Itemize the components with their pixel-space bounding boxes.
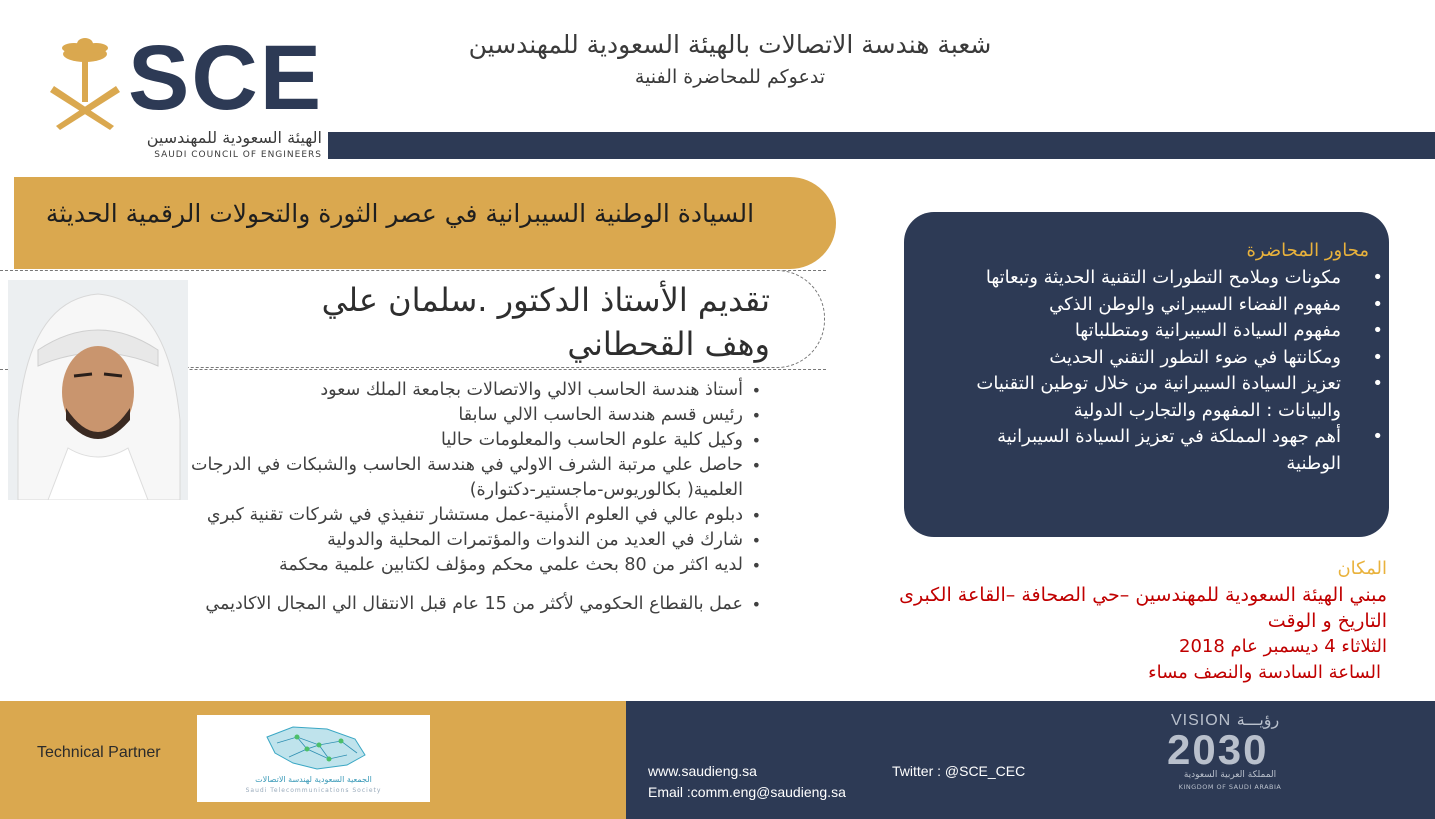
list-item: • دبلوم عالي في العلوم الأمنية-عمل مستشار تنفيذي في شركات تقنية كبري bbox=[191, 503, 761, 528]
footer-contact-section bbox=[626, 701, 1435, 819]
technical-partner-label: Technical Partner bbox=[37, 744, 161, 761]
list-item: • شارك في العديد من الندوات والمؤتمرات المحلية والدولية bbox=[191, 528, 761, 553]
venue-place: مبني الهيئة السعودية للمهندسين –حي الصحافة –القاعة الكبرى bbox=[899, 584, 1387, 606]
header-bar bbox=[328, 132, 1435, 159]
presenter-name-line1: تقديم الأستاذ الدكتور .سلمان علي bbox=[321, 281, 770, 319]
topics-heading: محاور المحاضرة bbox=[1246, 240, 1369, 261]
lecture-title: السيادة الوطنية السيبرانية في عصر الثورة والتحولات الرقمية الحديثة bbox=[45, 199, 755, 228]
vision-kingdom-arabic: المملكة العربية السعودية bbox=[1183, 770, 1277, 780]
vision-2030-logo bbox=[1165, 708, 1297, 798]
partner-name-english: Saudi Telecommunications Society bbox=[245, 787, 382, 794]
twitter-handle[interactable]: Twitter : @SCE_CEC bbox=[892, 763, 1026, 779]
logo-arabic-name: الهيئة السعودية للمهندسين bbox=[146, 128, 322, 147]
saudi-map-network-icon bbox=[197, 719, 430, 779]
list-item: • مفهوم الفضاء السيبراني والوطن الذكي bbox=[939, 292, 1359, 319]
partner-name-arabic: الجمعية السعودية لهندسة الاتصالات bbox=[255, 775, 372, 784]
palm-swords-emblem-icon bbox=[48, 36, 122, 132]
vision-word: VISION رؤيـــة bbox=[1171, 712, 1280, 729]
partner-logo bbox=[197, 715, 430, 802]
event-date: الثلاثاء 4 ديسمبر عام 2018 bbox=[1179, 636, 1387, 657]
logo-text: SCE bbox=[128, 27, 324, 129]
presenter-photo bbox=[8, 280, 188, 500]
list-item: • أهم جهود المملكة في تعزيز السيادة السيبرانية الوطنية bbox=[939, 424, 1359, 477]
list-item: • مفهوم السيادة السيبرانية ومتطلباتها bbox=[939, 318, 1359, 345]
presenter-name-line2: وهف القحطاني bbox=[567, 325, 770, 363]
invitation-subtitle: تدعوكم للمحاضرة الفنية bbox=[634, 66, 826, 88]
event-time: الساعة السادسة والنصف مساء bbox=[1148, 662, 1381, 683]
topics-list bbox=[939, 265, 1359, 477]
list-item: • لديه اكثر من 80 بحث علمي محكم ومؤلف لكتابين علمية محكمة bbox=[191, 553, 761, 578]
vision-kingdom-english: KINGDOM OF SAUDI ARABIA bbox=[1178, 783, 1282, 791]
list-item: • رئيس قسم هندسة الحاسب الالي سابقا bbox=[191, 403, 761, 428]
list-item: • تعزيز السيادة السيبرانية من خلال توطين التقنيات والبيانات : المفهوم والتجارب الدولية bbox=[939, 371, 1359, 424]
list-item: • ومكانتها في ضوء التطور التقني الحديث bbox=[939, 345, 1359, 372]
list-item: • مكونات وملامح التطورات التقنية الحديثة وتبعاتها bbox=[939, 265, 1359, 292]
venue-heading: المكان bbox=[1337, 558, 1387, 579]
organizer-title: شعبة هندسة الاتصالات بالهيئة السعودية للمهندسين bbox=[468, 30, 992, 59]
sce-logo bbox=[48, 28, 328, 162]
list-item: • حاصل علي مرتبة الشرف الاولي في هندسة الحاسب والشبكات في الدرجات العلمية( بكالوريوس-ماجستير-دكتوارة) bbox=[191, 453, 761, 503]
vision-year: 2030 bbox=[1167, 726, 1269, 773]
datetime-heading: التاريخ و الوقت bbox=[1267, 610, 1387, 632]
list-item: • أستاذ هندسة الحاسب الالي والاتصالات بجامعة الملك سعود bbox=[191, 378, 761, 403]
presenter-bio-list bbox=[191, 378, 761, 617]
list-item: • عمل بالقطاع الحكومي لأكثر من 15 عام قبل الانتقال الي المجال الاكاديمي bbox=[191, 592, 761, 617]
list-item: • وكيل كلية علوم الحاسب والمعلومات حاليا bbox=[191, 428, 761, 453]
email-link[interactable]: Email :comm.eng@saudieng.sa bbox=[648, 784, 846, 800]
presenter-name bbox=[190, 278, 770, 366]
website-link[interactable]: www.saudieng.sa bbox=[648, 763, 757, 779]
logo-english-name: SAUDI COUNCIL OF ENGINEERS bbox=[154, 150, 322, 160]
